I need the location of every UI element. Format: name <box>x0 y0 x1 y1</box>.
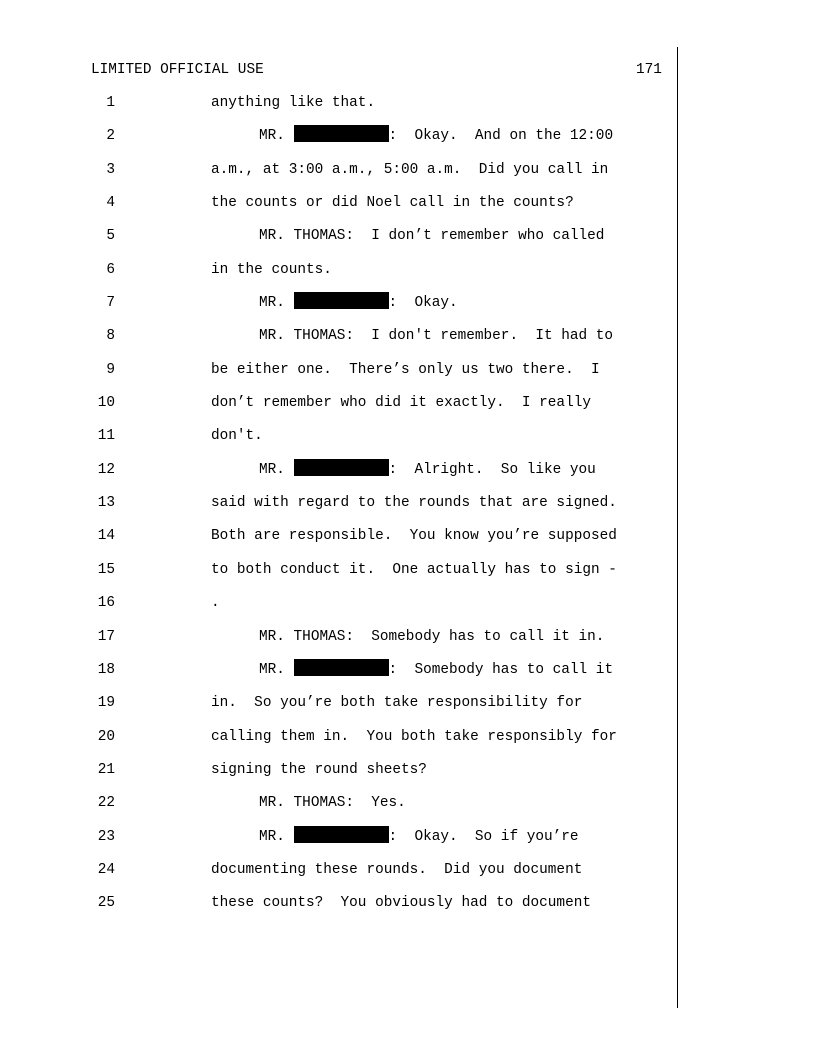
line-number: 3 <box>106 161 115 178</box>
line-text-start: anything like that. <box>211 95 376 111</box>
line-number: 17 <box>97 628 115 645</box>
line-text-start: the counts or did Noel call in the counts? <box>211 195 574 212</box>
transcript-line <box>0 821 676 854</box>
line-text-start: MR. THOMAS: I don't remember. It had to <box>259 328 614 345</box>
line-text-start: MR. THOMAS: I don’t remember who called <box>259 228 605 245</box>
line-text-start: MR. <box>259 461 294 478</box>
line-text <box>259 621 604 654</box>
transcript-line <box>0 254 676 287</box>
line-number: 24 <box>97 861 115 878</box>
line-text <box>259 220 604 253</box>
line-number: 1 <box>106 95 115 111</box>
line-number: 22 <box>97 795 115 812</box>
line-text-start: signing the round sheets? <box>211 761 427 778</box>
line-number: 4 <box>106 195 115 212</box>
line-number: 19 <box>97 695 115 712</box>
line-text-start: a.m., at 3:00 a.m., 5:00 a.m. Did you call in <box>211 161 609 178</box>
page-number: 171 <box>636 62 662 78</box>
line-text <box>211 387 591 420</box>
line-text-start: MR. THOMAS: Somebody has to call it in. <box>259 628 605 645</box>
line-text-start: MR. <box>259 128 294 145</box>
line-number: 11 <box>97 428 115 445</box>
line-number: 18 <box>97 661 115 678</box>
redaction-block <box>294 292 389 309</box>
line-text <box>259 320 613 353</box>
line-text <box>211 854 582 887</box>
transcript-line <box>0 220 676 253</box>
line-text <box>211 687 582 720</box>
transcript-line <box>0 654 676 687</box>
transcript-line <box>0 187 676 220</box>
line-text <box>259 454 596 487</box>
transcript-line <box>0 287 676 320</box>
transcript-lines <box>0 87 676 921</box>
transcript-line <box>0 587 676 620</box>
line-number: 6 <box>106 261 115 278</box>
redaction-block <box>294 659 389 676</box>
line-text <box>211 354 600 387</box>
classification-header: LIMITED OFFICIAL USE <box>91 62 264 78</box>
transcript-line <box>0 387 676 420</box>
line-text-start: MR. THOMAS: Yes. <box>259 795 406 812</box>
transcript-line <box>0 87 676 120</box>
transcript-line <box>0 721 676 754</box>
line-number: 21 <box>97 761 115 778</box>
line-text-start: MR. <box>259 661 294 678</box>
line-text <box>211 721 617 754</box>
transcript-line <box>0 354 676 387</box>
redaction-block <box>294 826 389 843</box>
line-text <box>259 654 613 687</box>
line-number: 8 <box>106 328 115 345</box>
line-number: 5 <box>106 228 115 245</box>
transcript-line <box>0 154 676 187</box>
line-text <box>211 187 574 220</box>
redaction-block <box>294 125 389 142</box>
line-text-start: don't. <box>211 428 263 445</box>
line-text-start: Both are responsible. You know you’re supposed <box>211 528 617 545</box>
transcript-line <box>0 887 676 920</box>
transcript-line <box>0 754 676 787</box>
line-text-end: : Alright. So like you <box>388 461 596 478</box>
transcript-line <box>0 854 676 887</box>
line-text <box>211 87 375 120</box>
line-number: 15 <box>97 561 115 578</box>
line-text <box>211 420 263 453</box>
line-text <box>259 120 613 153</box>
line-text-start: MR. <box>259 295 294 312</box>
line-text-start: calling them in. You both take responsibly for <box>211 728 617 745</box>
right-margin-rule <box>677 47 678 1008</box>
line-text-start: said with regard to the rounds that are signed. <box>211 495 617 512</box>
line-number: 12 <box>97 461 115 478</box>
line-text-start: in the counts. <box>211 261 332 278</box>
line-text <box>259 787 406 820</box>
line-text-start: MR. <box>259 828 294 845</box>
line-text-start: to both conduct it. One actually has to sign - <box>211 561 617 578</box>
transcript-line <box>0 320 676 353</box>
line-text <box>259 821 579 854</box>
line-text <box>211 154 608 187</box>
line-text-end: : Okay. And on the 12:00 <box>388 128 614 145</box>
line-text-start: . <box>211 595 220 612</box>
line-text <box>211 487 617 520</box>
line-text <box>211 587 220 620</box>
line-text <box>211 254 332 287</box>
line-text <box>211 887 591 920</box>
line-number: 7 <box>106 295 115 312</box>
transcript-line <box>0 420 676 453</box>
line-text-end: : Okay. <box>388 295 458 312</box>
transcript-line <box>0 454 676 487</box>
redaction-block <box>294 459 389 476</box>
transcript-line <box>0 487 676 520</box>
line-text-end: : Somebody has to call it <box>388 661 614 678</box>
line-text-start: in. So you’re both take responsibility for <box>211 695 583 712</box>
line-text-start: these counts? You obviously had to document <box>211 895 591 912</box>
line-text-start: don’t remember who did it exactly. I really <box>211 395 591 412</box>
line-number: 10 <box>97 395 115 412</box>
line-number: 9 <box>106 361 115 378</box>
line-text-end: : Okay. So if you’re <box>388 828 579 845</box>
line-text <box>211 520 617 553</box>
line-text <box>211 754 427 787</box>
line-text <box>211 554 617 587</box>
line-text-start: documenting these rounds. Did you document <box>211 861 583 878</box>
transcript-line <box>0 520 676 553</box>
line-number: 16 <box>97 595 115 612</box>
transcript-line <box>0 687 676 720</box>
line-number: 23 <box>97 828 115 845</box>
line-number: 13 <box>97 495 115 512</box>
line-text-start: be either one. There’s only us two there. I <box>211 361 600 378</box>
transcript-line <box>0 554 676 587</box>
line-number: 20 <box>97 728 115 745</box>
line-number: 25 <box>97 895 115 912</box>
transcript-line <box>0 120 676 153</box>
line-number: 2 <box>106 128 115 145</box>
line-text <box>259 287 458 320</box>
transcript-line <box>0 621 676 654</box>
transcript-line <box>0 787 676 820</box>
line-number: 14 <box>97 528 115 545</box>
